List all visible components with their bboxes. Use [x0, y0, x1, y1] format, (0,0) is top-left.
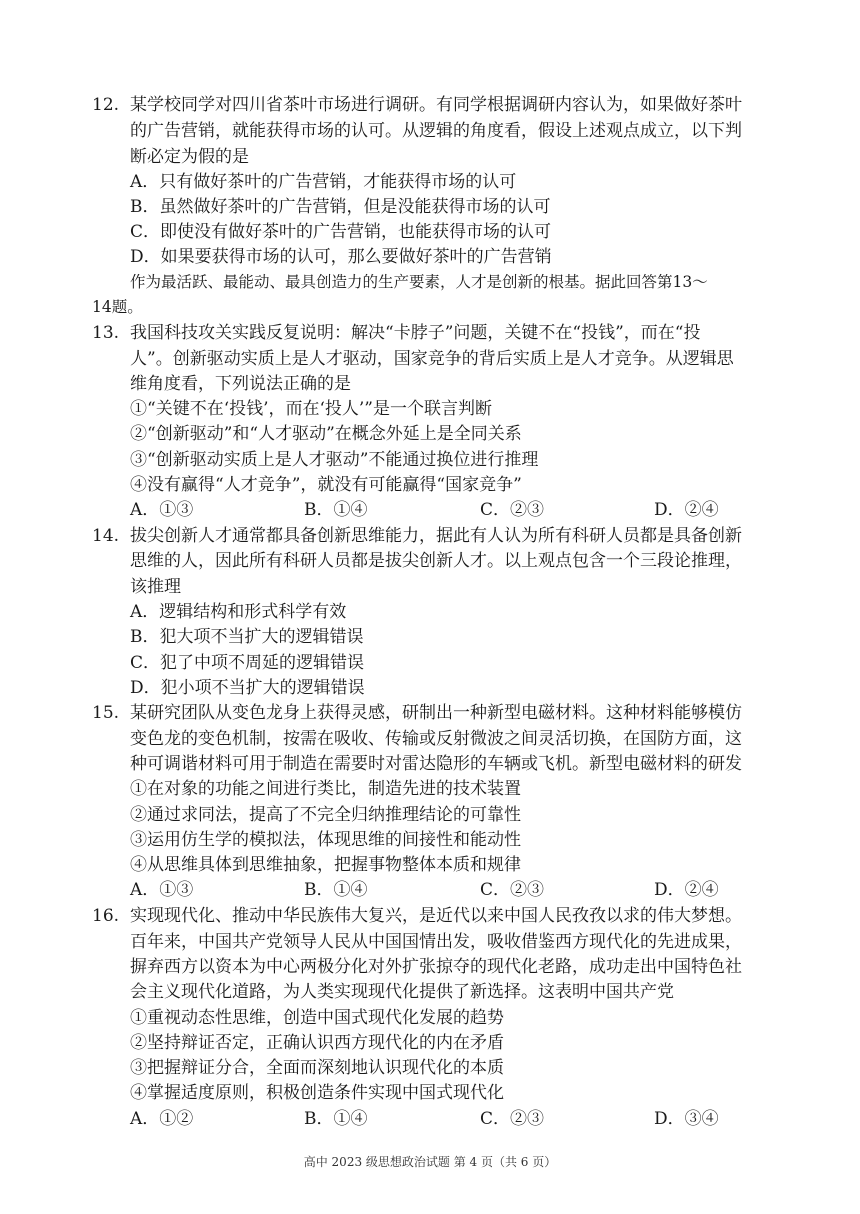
question-stem-line: 我国科技攻关实践反复说明：解决“卡脖子”问题，关键不在“投钱”，而在“投 [130, 323, 701, 343]
material-intro-cont: 14题。 [92, 298, 143, 316]
option-b: B．虽然做好茶叶的广告营销，但是没能获得市场的认可 [130, 197, 551, 217]
page-footer: 高中 2023 级思想政治试题 第 4 页（共 6 页） [303, 1155, 557, 1169]
question-number: 12. [92, 95, 120, 115]
option-c: C．即使没有做好茶叶的广告营销，也能获得市场的认可 [130, 222, 552, 242]
question-stem-line: 某研究团队从变色龙身上获得灵感，研制出一种新型电磁材料。这种材料能够模仿 [130, 703, 742, 723]
option-d: D．如果要获得市场的认可，那么要做好茶叶的广告营销 [130, 247, 552, 267]
question-stem-line: 思维的人，因此所有科研人员都是拔尖创新人才。以上观点包含一个三段论推理， [130, 551, 742, 571]
choice-a: A．①③ [130, 500, 194, 520]
question-stem-line: 的广告营销，就能获得市场的认可。从逻辑的角度看，假设上述观点成立，以下判 [130, 121, 742, 141]
question-stem-line: 种可调谐材料可用于制造在需要时对雷达隐形的车辆或飞机。新型电磁材料的研发 [130, 754, 742, 774]
statement-item: ④没有赢得“人才竞争”，就没有可能赢得“国家竞争” [130, 475, 522, 495]
choice-c: C．②③ [480, 1109, 545, 1129]
statement-item: ③“创新驱动实质上是人才驱动”不能通过换位进行推理 [130, 450, 539, 470]
choice-a: A．①③ [130, 880, 194, 900]
statement-item: ①重视动态性思维，创造中国式现代化发展的趋势 [130, 1008, 504, 1028]
choice-d: D．③④ [654, 1109, 719, 1129]
option-a: A．只有做好茶叶的广告营销，才能获得市场的认可 [130, 172, 517, 192]
material-intro: 作为最活跃、最能动、最具创造力的生产要素，人才是创新的根基。据此回答第13～ [130, 273, 708, 291]
option-b: B．犯大项不当扩大的逻辑错误 [130, 627, 364, 647]
question-stem-line: 百年来，中国共产党领导人民从中国国情出发，吸收借鉴西方现代化的先进成果， [130, 932, 742, 952]
question-stem-line: 人”。创新驱动实质上是人才驱动，国家竞争的背后实质上是人才竞争。从逻辑思 [130, 349, 734, 369]
choice-b: B．①④ [304, 1109, 368, 1129]
choice-d: D．②④ [654, 500, 719, 520]
question-number: 15. [92, 703, 120, 723]
question-stem-line: 断必定为假的是 [130, 147, 249, 167]
choice-c: C．②③ [480, 500, 545, 520]
choice-b: B．①④ [304, 880, 368, 900]
question-stem-line: 会主义现代化道路，为人类实现现代化提供了新选择。这表明中国共产党 [130, 982, 674, 1002]
question-stem-line: 某学校同学对四川省茶叶市场进行调研。有同学根据调研内容认为，如果做好茶叶 [130, 95, 742, 115]
statement-item: ②通过求同法，提高了不完全归纳推理结论的可靠性 [130, 805, 521, 825]
question-stem-line: 拔尖创新人才通常都具备创新思维能力，据此有人认为所有科研人员都是具备创新 [130, 526, 742, 546]
choice-c: C．②③ [480, 880, 545, 900]
option-a: A．逻辑结构和形式科学有效 [130, 602, 347, 622]
statement-item: ②“创新驱动”和“人才驱动”在概念外延上是全同关系 [130, 424, 522, 444]
question-number: 13. [92, 323, 120, 343]
option-d: D．犯小项不当扩大的逻辑错误 [130, 678, 365, 698]
statement-item: ④掌握适度原则，积极创造条件实现中国式现代化 [130, 1083, 504, 1103]
statement-item: ②坚持辩证否定，正确认识西方现代化的内在矛盾 [130, 1033, 504, 1053]
statement-item: ③把握辩证分合，全面而深刻地认识现代化的本质 [130, 1058, 504, 1078]
question-stem-line: 该推理 [130, 577, 181, 597]
choice-b: B．①④ [304, 500, 368, 520]
statement-item: ①在对象的功能之间进行类比，制造先进的技术装置 [130, 779, 521, 799]
question-stem-line: 维角度看，下列说法正确的是 [130, 374, 351, 394]
question-stem-line: 变色龙的变色机制，按需在吸收、传输或反射微波之间灵活切换，在国防方面，这 [130, 729, 742, 749]
question-stem-line: 摒弃西方以资本为中心两极分化对外扩张掠夺的现代化老路，成功走出中国特色社 [130, 957, 742, 977]
question-number: 14. [92, 526, 120, 546]
statement-item: ①“关键不在‘投钱’，而在‘投人’”是一个联言判断 [130, 399, 492, 419]
question-stem-line: 实现现代化、推动中华民族伟大复兴，是近代以来中国人民孜孜以求的伟大梦想。 [130, 906, 742, 926]
choice-a: A．①② [130, 1109, 194, 1129]
option-c: C．犯了中项不周延的逻辑错误 [130, 653, 365, 673]
statement-item: ③运用仿生学的模拟法，体现思维的间接性和能动性 [130, 830, 521, 850]
statement-item: ④从思维具体到思维抽象，把握事物整体本质和规律 [130, 855, 521, 875]
choice-d: D．②④ [654, 880, 719, 900]
question-number: 16. [92, 906, 120, 926]
